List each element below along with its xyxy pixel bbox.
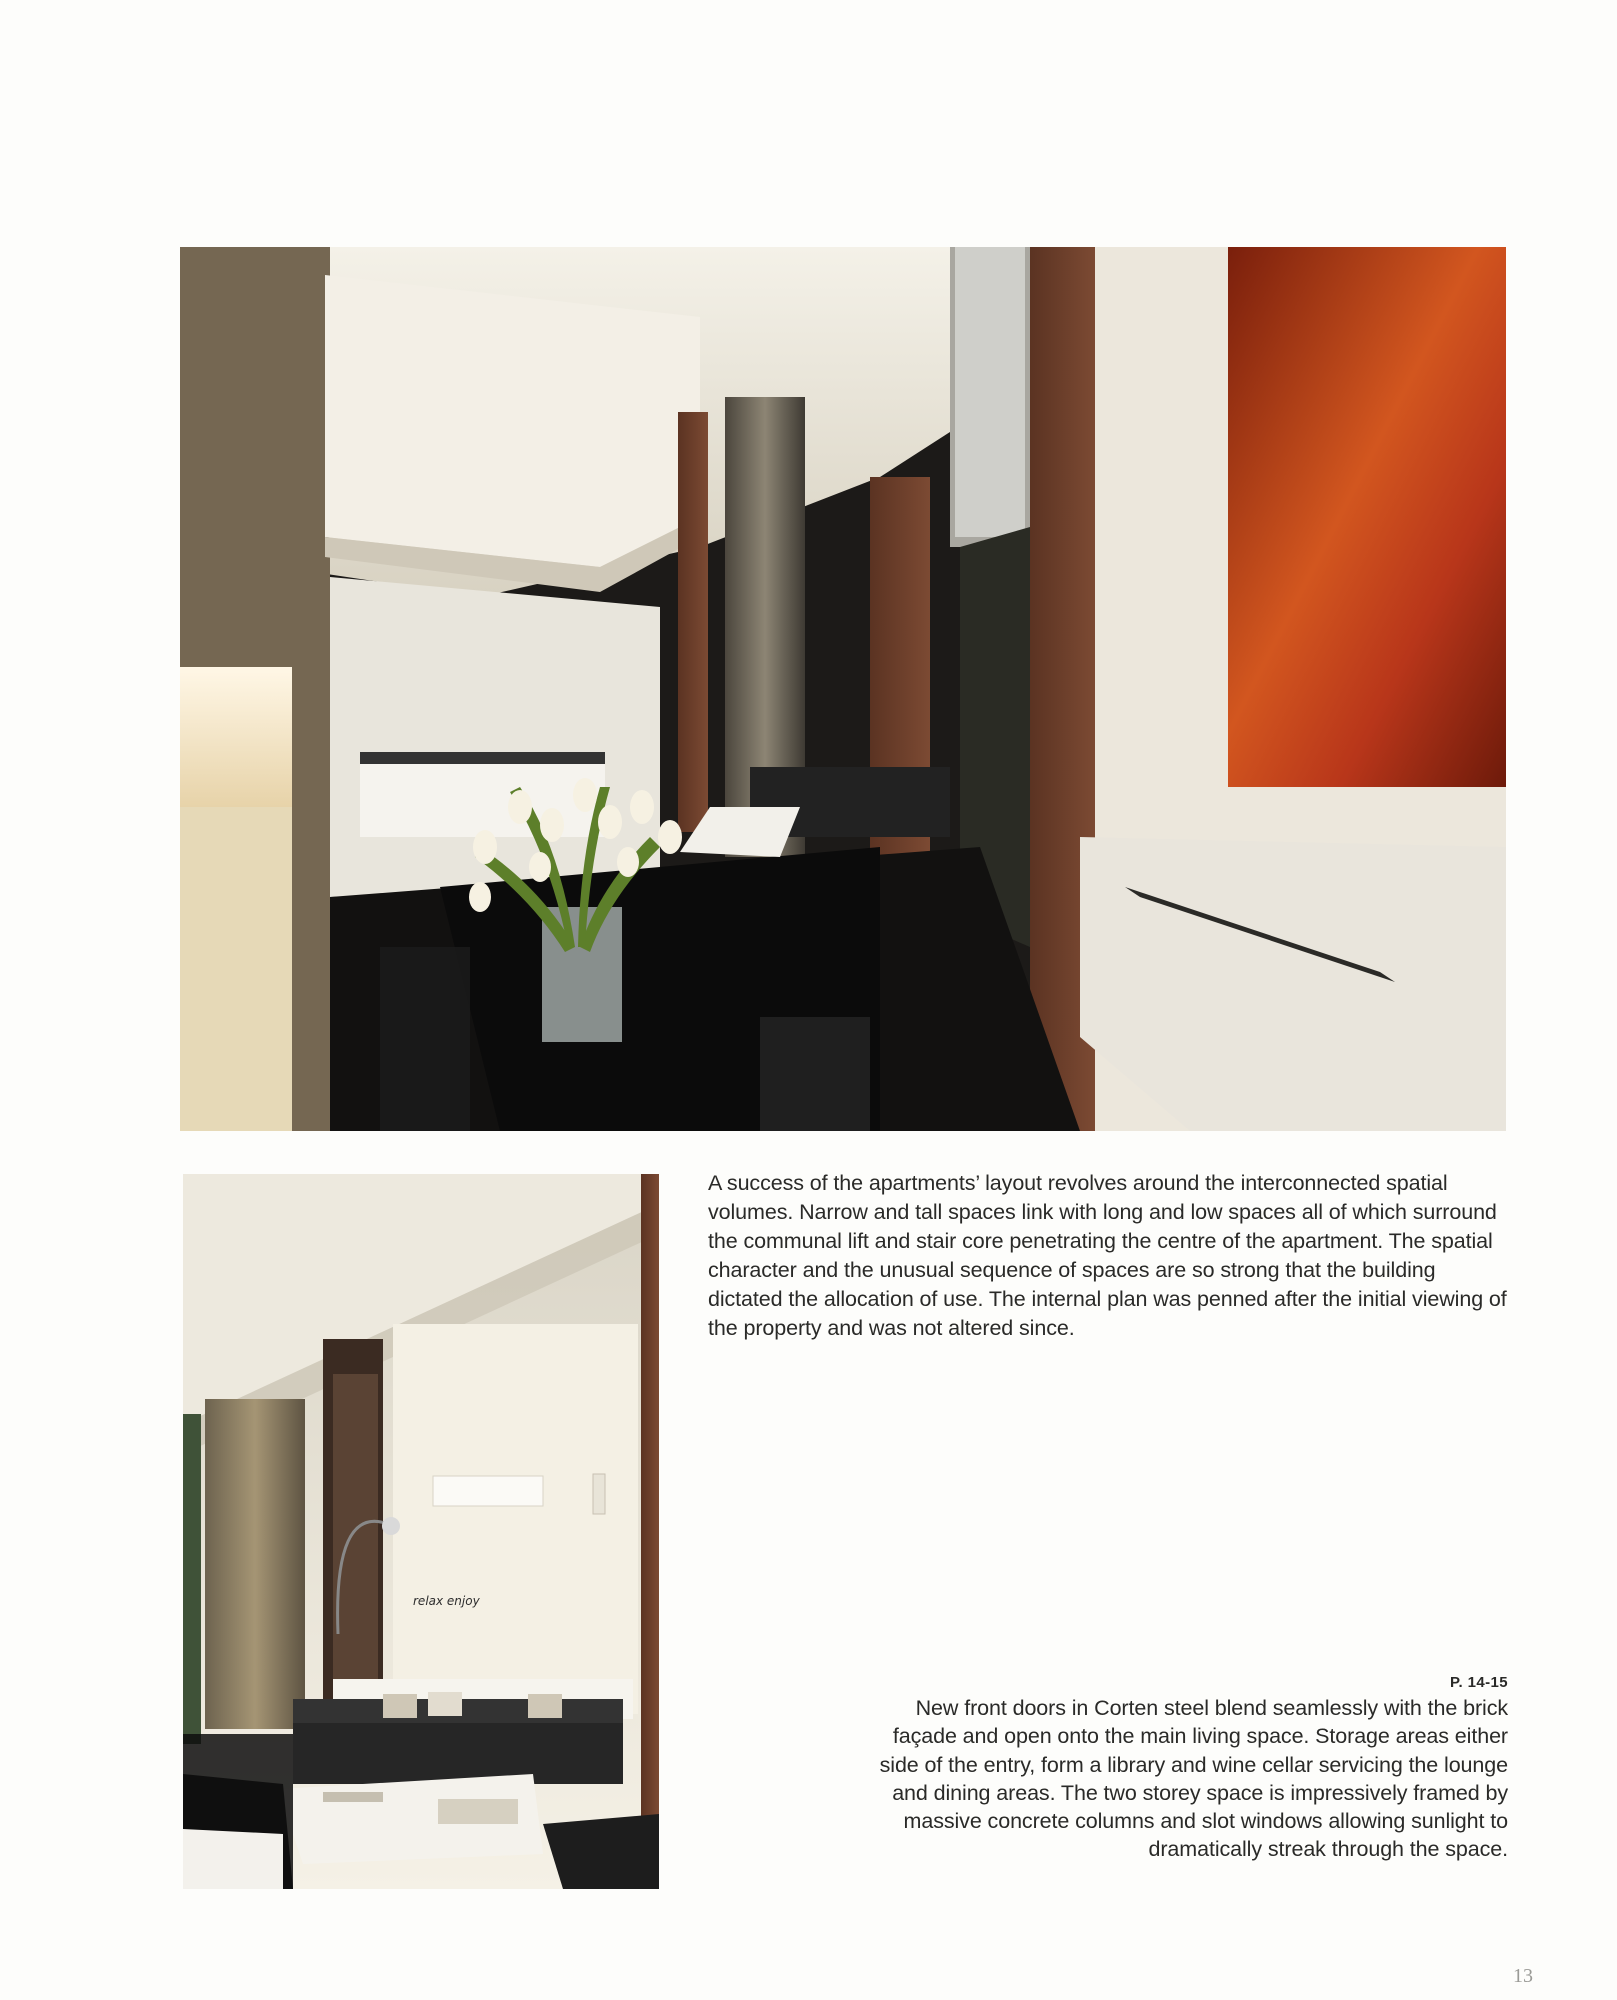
caption-page-reference: P. 14-15	[1450, 1674, 1508, 1691]
caption-text: New front doors in Corten steel blend seamlessly with the brick façade and open onto the main living space. Storage areas either side of the entry, form a library and wine cellar servicing the lounge and dining areas. The two storey space is impressively framed by massive concrete columns and slot windows allowing sunlight to dramatically streak through the space.	[879, 1696, 1508, 1862]
page-number: 13	[1513, 1965, 1533, 1987]
body-text: A success of the apartments’ layout revolves around the interconnected spatial volumes. Narrow and tall spaces link with long and low spaces all of which surround the communal lift and stair core penetrating the centre of the apartment. The spatial character and the unusual sequence of spaces are so strong that the building dictated the allocation of use. The internal plan was penned after the initial viewing of the property and was not altered since.	[708, 1171, 1507, 1340]
wall-art-text: relax enjoy	[413, 1594, 480, 1608]
interior-photo-dining	[180, 247, 1506, 1131]
photo-caption	[868, 1672, 1508, 1864]
interior-photo-living	[183, 1174, 659, 1889]
